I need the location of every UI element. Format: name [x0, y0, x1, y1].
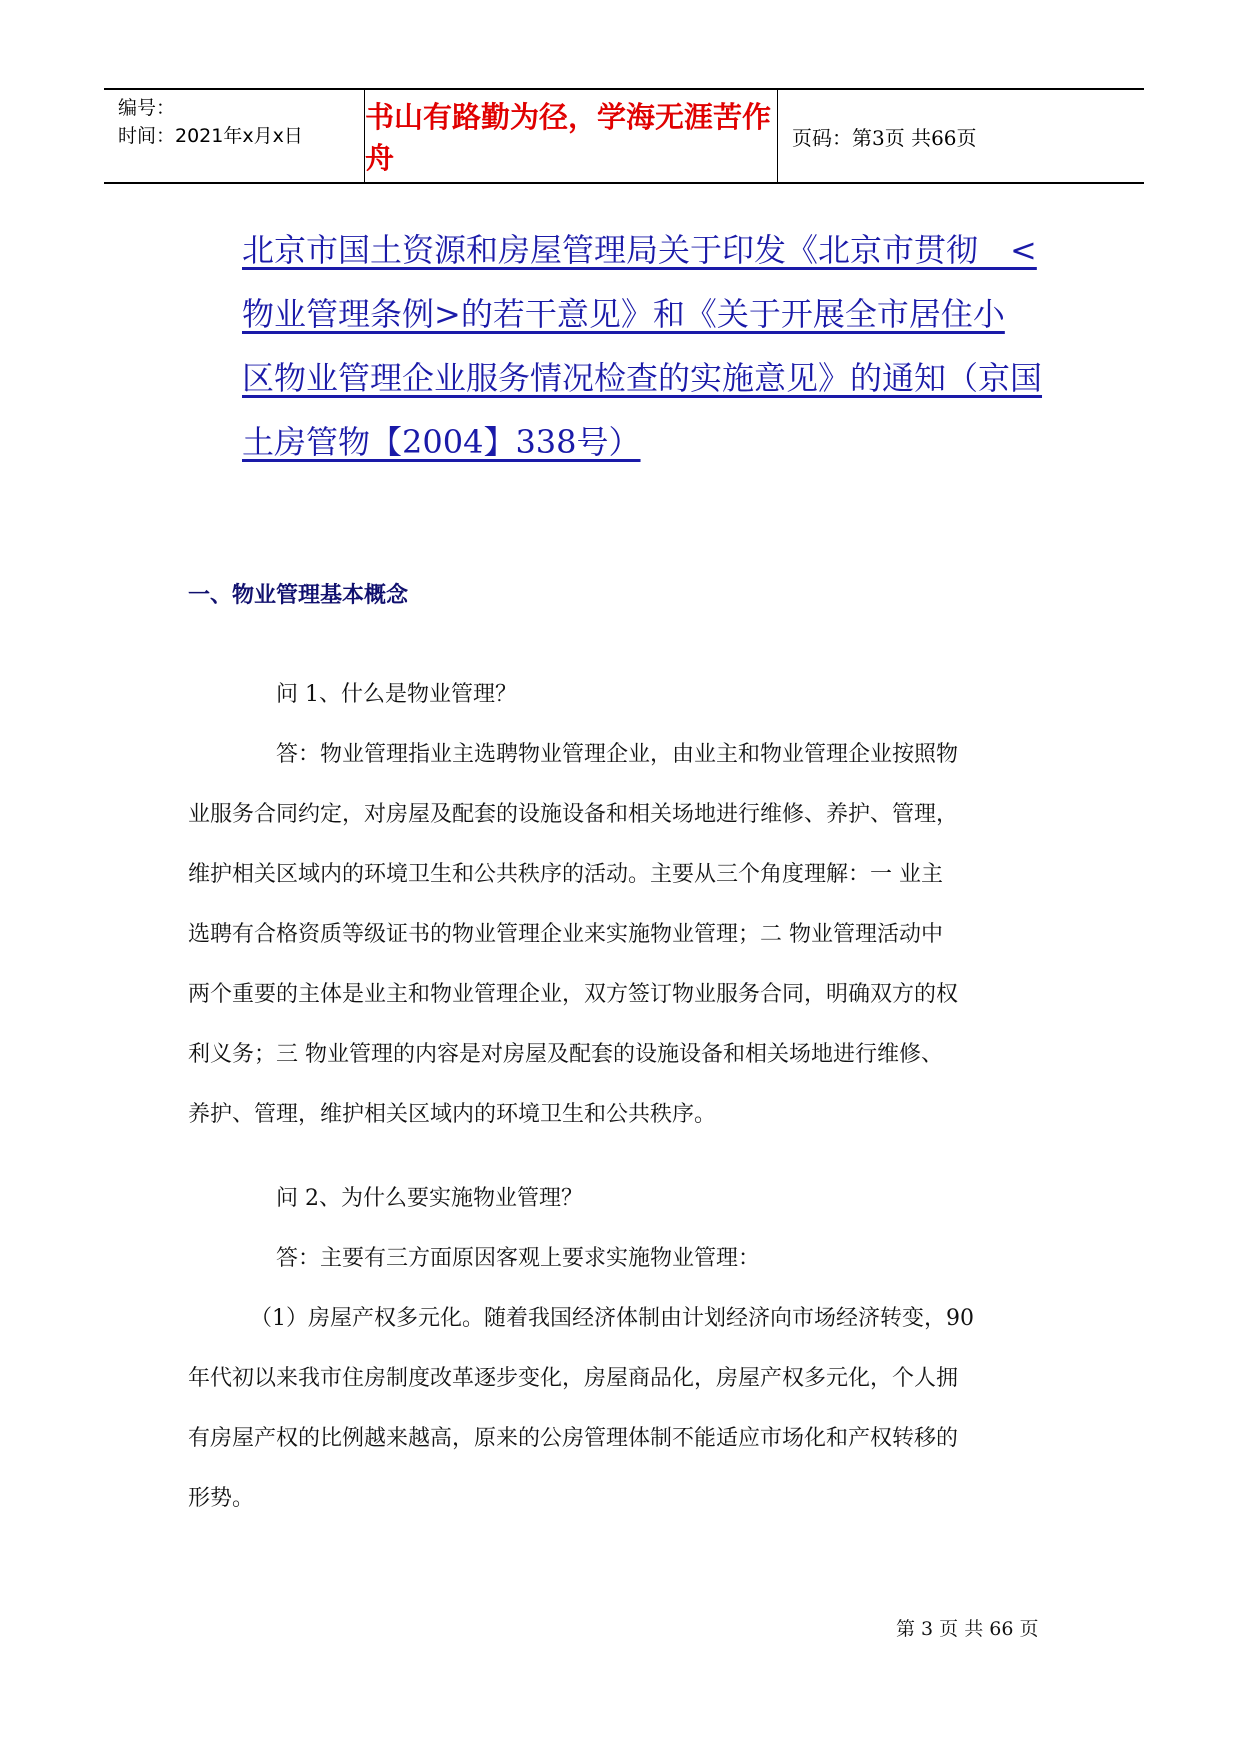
header-meta	[118, 94, 364, 150]
answer-1-line: 利义务；三 物业管理的内容是对房屋及配套的设施设备和相关场地进行维修、	[188, 1042, 943, 1067]
question-1: 问 1、什么是物业管理？	[276, 682, 517, 707]
page-footer: 第 3 页 共 66 页	[896, 1618, 1039, 1640]
title-line: 土房管物【2004】338号）	[242, 423, 641, 461]
answer-1-line: 业服务合同约定，对房屋及配套的设施设备和相关场地进行维修、养护、管理，	[188, 802, 959, 827]
document-number-label: 编号：	[118, 97, 176, 119]
answer-1-line: 维护相关区域内的环境卫生和公共秩序的活动。主要从三个角度理解：一 业主	[188, 862, 943, 887]
title-line: 物业管理条例>的若干意见》和《关于开展全市居住小	[242, 295, 1005, 333]
answer-1-line: 选聘有合格资质等级证书的物业管理企业来实施物业管理；二 物业管理活动中	[188, 922, 943, 947]
section-heading: 一、物业管理基本概念	[188, 583, 409, 608]
answer-1-line: 两个重要的主体是业主和物业管理企业，双方签订物业服务合同，明确双方的权	[188, 982, 959, 1007]
answer-1-line: 养护、管理，维护相关区域内的环境卫生和公共秩序。	[188, 1102, 717, 1127]
title-line: 北京市国土资源和房屋管理局关于印发《北京市贯彻 <	[242, 231, 1037, 269]
header-page-code: 页码：第3页 共66页	[792, 125, 977, 150]
header-divider	[777, 90, 778, 182]
question-2: 问 2、为什么要实施物业管理？	[276, 1186, 583, 1211]
answer-2-line: 有房屋产权的比例越来越高，原来的公房管理体制不能适应市场化和产权转移的	[188, 1426, 959, 1451]
answer-2-line: （1）房屋产权多元化。随着我国经济体制由计划经济向市场经济转变，90	[250, 1306, 974, 1331]
page-header	[104, 88, 1144, 184]
header-motto: 书山有路勤为径，学海无涯苦作舟	[365, 100, 772, 175]
document-time-label: 时间：2021年x月x日	[118, 125, 303, 147]
answer-2-line: 年代初以来我市住房制度改革逐步变化，房屋商品化，房屋产权多元化，个人拥	[188, 1366, 959, 1391]
answer-2-intro: 答：主要有三方面原因客观上要求实施物业管理：	[276, 1246, 761, 1271]
title-line: 区物业管理企业服务情况检查的实施意见》的通知（京国	[242, 359, 1043, 397]
document-title-link[interactable]	[242, 218, 1054, 474]
answer-1-line: 答：物业管理指业主选聘物业管理企业，由业主和物业管理企业按照物	[276, 742, 959, 767]
answer-2-line: 形势。	[188, 1486, 255, 1511]
